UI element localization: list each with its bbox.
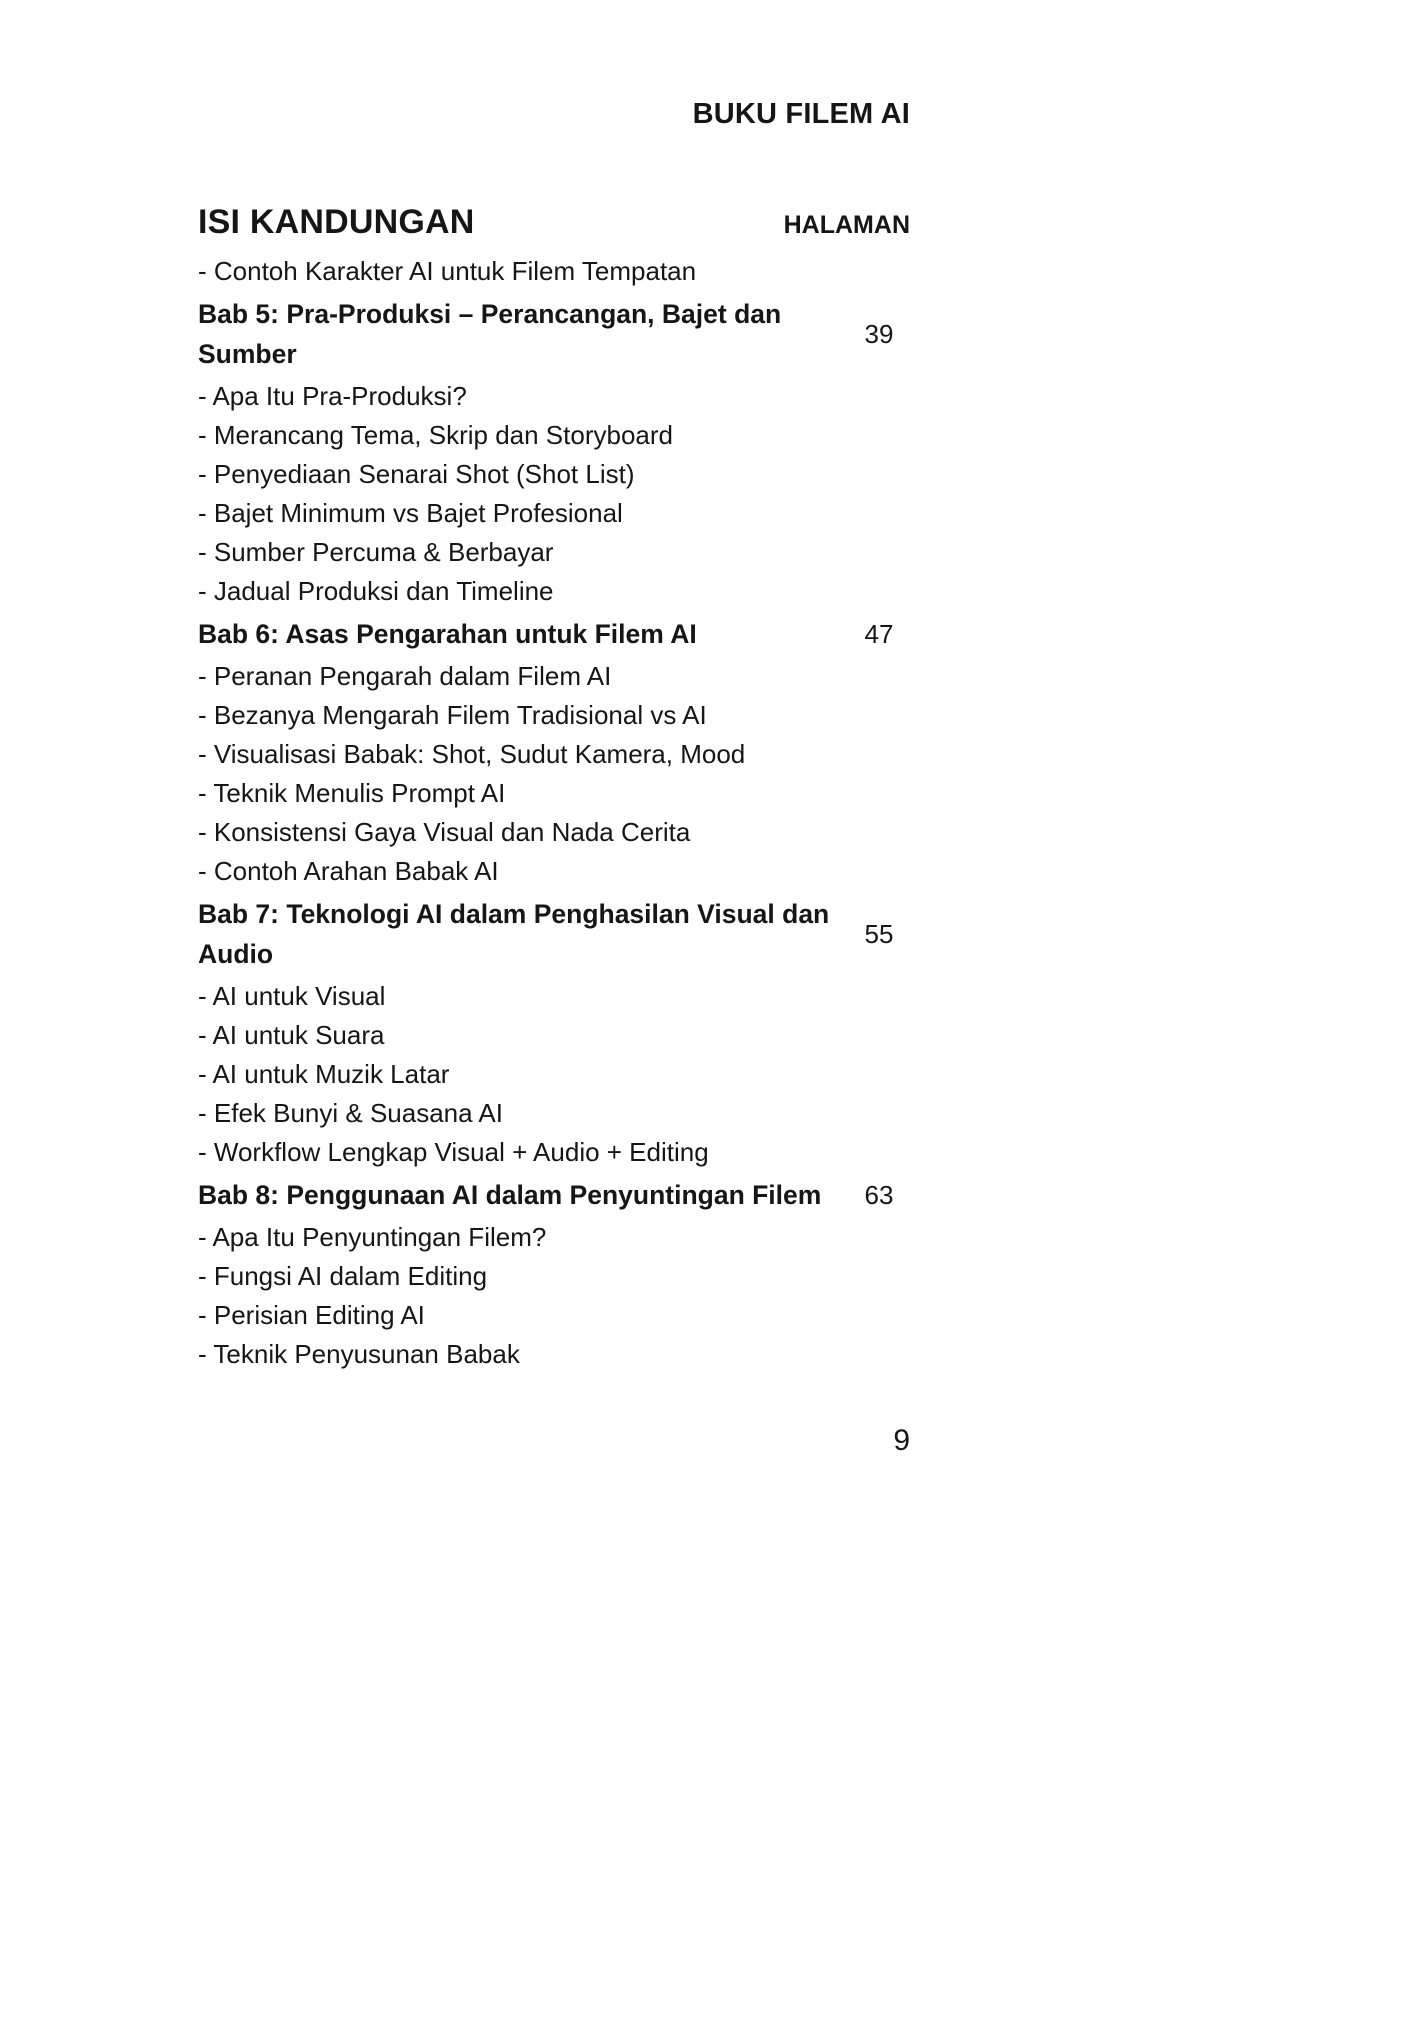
toc-item-row xyxy=(198,657,910,696)
toc-item-row xyxy=(198,696,910,735)
toc-entry-text: - Teknik Penyusunan Babak xyxy=(198,1339,520,1369)
toc-item-row xyxy=(198,813,910,852)
toc-item-row xyxy=(198,1296,910,1335)
toc-entry-text: - AI untuk Muzik Latar xyxy=(198,1059,450,1089)
toc-entry-text: - Sumber Percuma & Berbayar xyxy=(198,537,554,567)
toc-item-row xyxy=(198,852,910,891)
toc-entry-text: - Penyediaan Senarai Shot (Shot List) xyxy=(198,459,635,489)
toc-list xyxy=(198,252,910,1374)
toc-entry-text: - Contoh Karakter AI untuk Filem Tempatan xyxy=(198,256,697,286)
toc-item-row xyxy=(198,1218,910,1257)
toc-entry-text: - Bajet Minimum vs Bajet Profesional xyxy=(198,498,623,528)
toc-entry-page-number: 63 xyxy=(864,1179,894,1210)
toc-item-row xyxy=(198,377,910,416)
toc-entry-text: - Merancang Tema, Skrip dan Storyboard xyxy=(198,420,673,450)
toc-entry-page-number: 39 xyxy=(864,318,894,349)
toc-entry-text: - Apa Itu Penyuntingan Filem? xyxy=(198,1222,547,1252)
toc-entry-text: - Fungsi AI dalam Editing xyxy=(198,1261,488,1291)
toc-entry-text: - Jadual Produksi dan Timeline xyxy=(198,576,554,606)
toc-chapter-row xyxy=(198,614,910,654)
toc-item-row xyxy=(198,977,910,1016)
footer-page-number: 9 xyxy=(893,1424,910,1457)
toc-entry-page-number: 55 xyxy=(864,918,894,949)
toc-item-row xyxy=(198,533,910,572)
toc-item-row xyxy=(198,1094,910,1133)
toc-entry-text: - Perisian Editing AI xyxy=(198,1300,425,1330)
page-column-header: HALAMAN xyxy=(783,211,910,239)
toc-item-row xyxy=(198,494,910,533)
toc-item-row xyxy=(198,1055,910,1094)
toc-entry-page-number: 47 xyxy=(864,618,894,649)
toc-item-row xyxy=(198,774,910,813)
toc-item-row xyxy=(198,416,910,455)
toc-item-row xyxy=(198,735,910,774)
page-header xyxy=(198,98,910,131)
page-content xyxy=(198,0,910,1374)
toc-item-row xyxy=(198,1016,910,1055)
toc-item-row xyxy=(198,1335,910,1374)
toc-item-row xyxy=(198,252,910,291)
toc-entry-text: Bab 6: Asas Pengarahan untuk Filem AI xyxy=(198,619,697,649)
toc-entry-text: - Visualisasi Babak: Shot, Sudut Kamera, Mood xyxy=(198,739,746,769)
toc-entry-text: Bab 8: Penggunaan AI dalam Penyuntingan Filem xyxy=(198,1180,822,1210)
book-title: BUKU FILEM AI xyxy=(692,98,910,130)
toc-item-row xyxy=(198,572,910,611)
toc-entry-text: Bab 7: Teknologi AI dalam Penghasilan Visual dan Audio xyxy=(198,899,830,969)
toc-entry-text: - Contoh Arahan Babak AI xyxy=(198,856,499,886)
toc-entry-text: - Konsistensi Gaya Visual dan Nada Cerita xyxy=(198,817,691,847)
toc-title: ISI KANDUNGAN xyxy=(198,203,475,241)
toc-item-row xyxy=(198,455,910,494)
toc-entry-text: - Peranan Pengarah dalam Filem AI xyxy=(198,661,612,691)
toc-entry-text: - AI untuk Suara xyxy=(198,1020,385,1050)
toc-item-row xyxy=(198,1133,910,1172)
toc-header-row xyxy=(198,203,910,242)
toc-entry-text: - Apa Itu Pra-Produksi? xyxy=(198,381,467,411)
toc-entry-text: - Workflow Lengkap Visual + Audio + Editing xyxy=(198,1137,709,1167)
toc-entry-text: - AI untuk Visual xyxy=(198,981,386,1011)
toc-entry-text: Bab 5: Pra-Produksi – Perancangan, Bajet dan Sumber xyxy=(198,299,782,369)
toc-entry-text: - Efek Bunyi & Suasana AI xyxy=(198,1098,503,1128)
toc-chapter-row xyxy=(198,894,910,974)
toc-chapter-row xyxy=(198,294,910,374)
toc-chapter-row xyxy=(198,1175,910,1215)
toc-item-row xyxy=(198,1257,910,1296)
toc-entry-text: - Teknik Menulis Prompt AI xyxy=(198,778,506,808)
toc-entry-text: - Bezanya Mengarah Filem Tradisional vs AI xyxy=(198,700,707,730)
